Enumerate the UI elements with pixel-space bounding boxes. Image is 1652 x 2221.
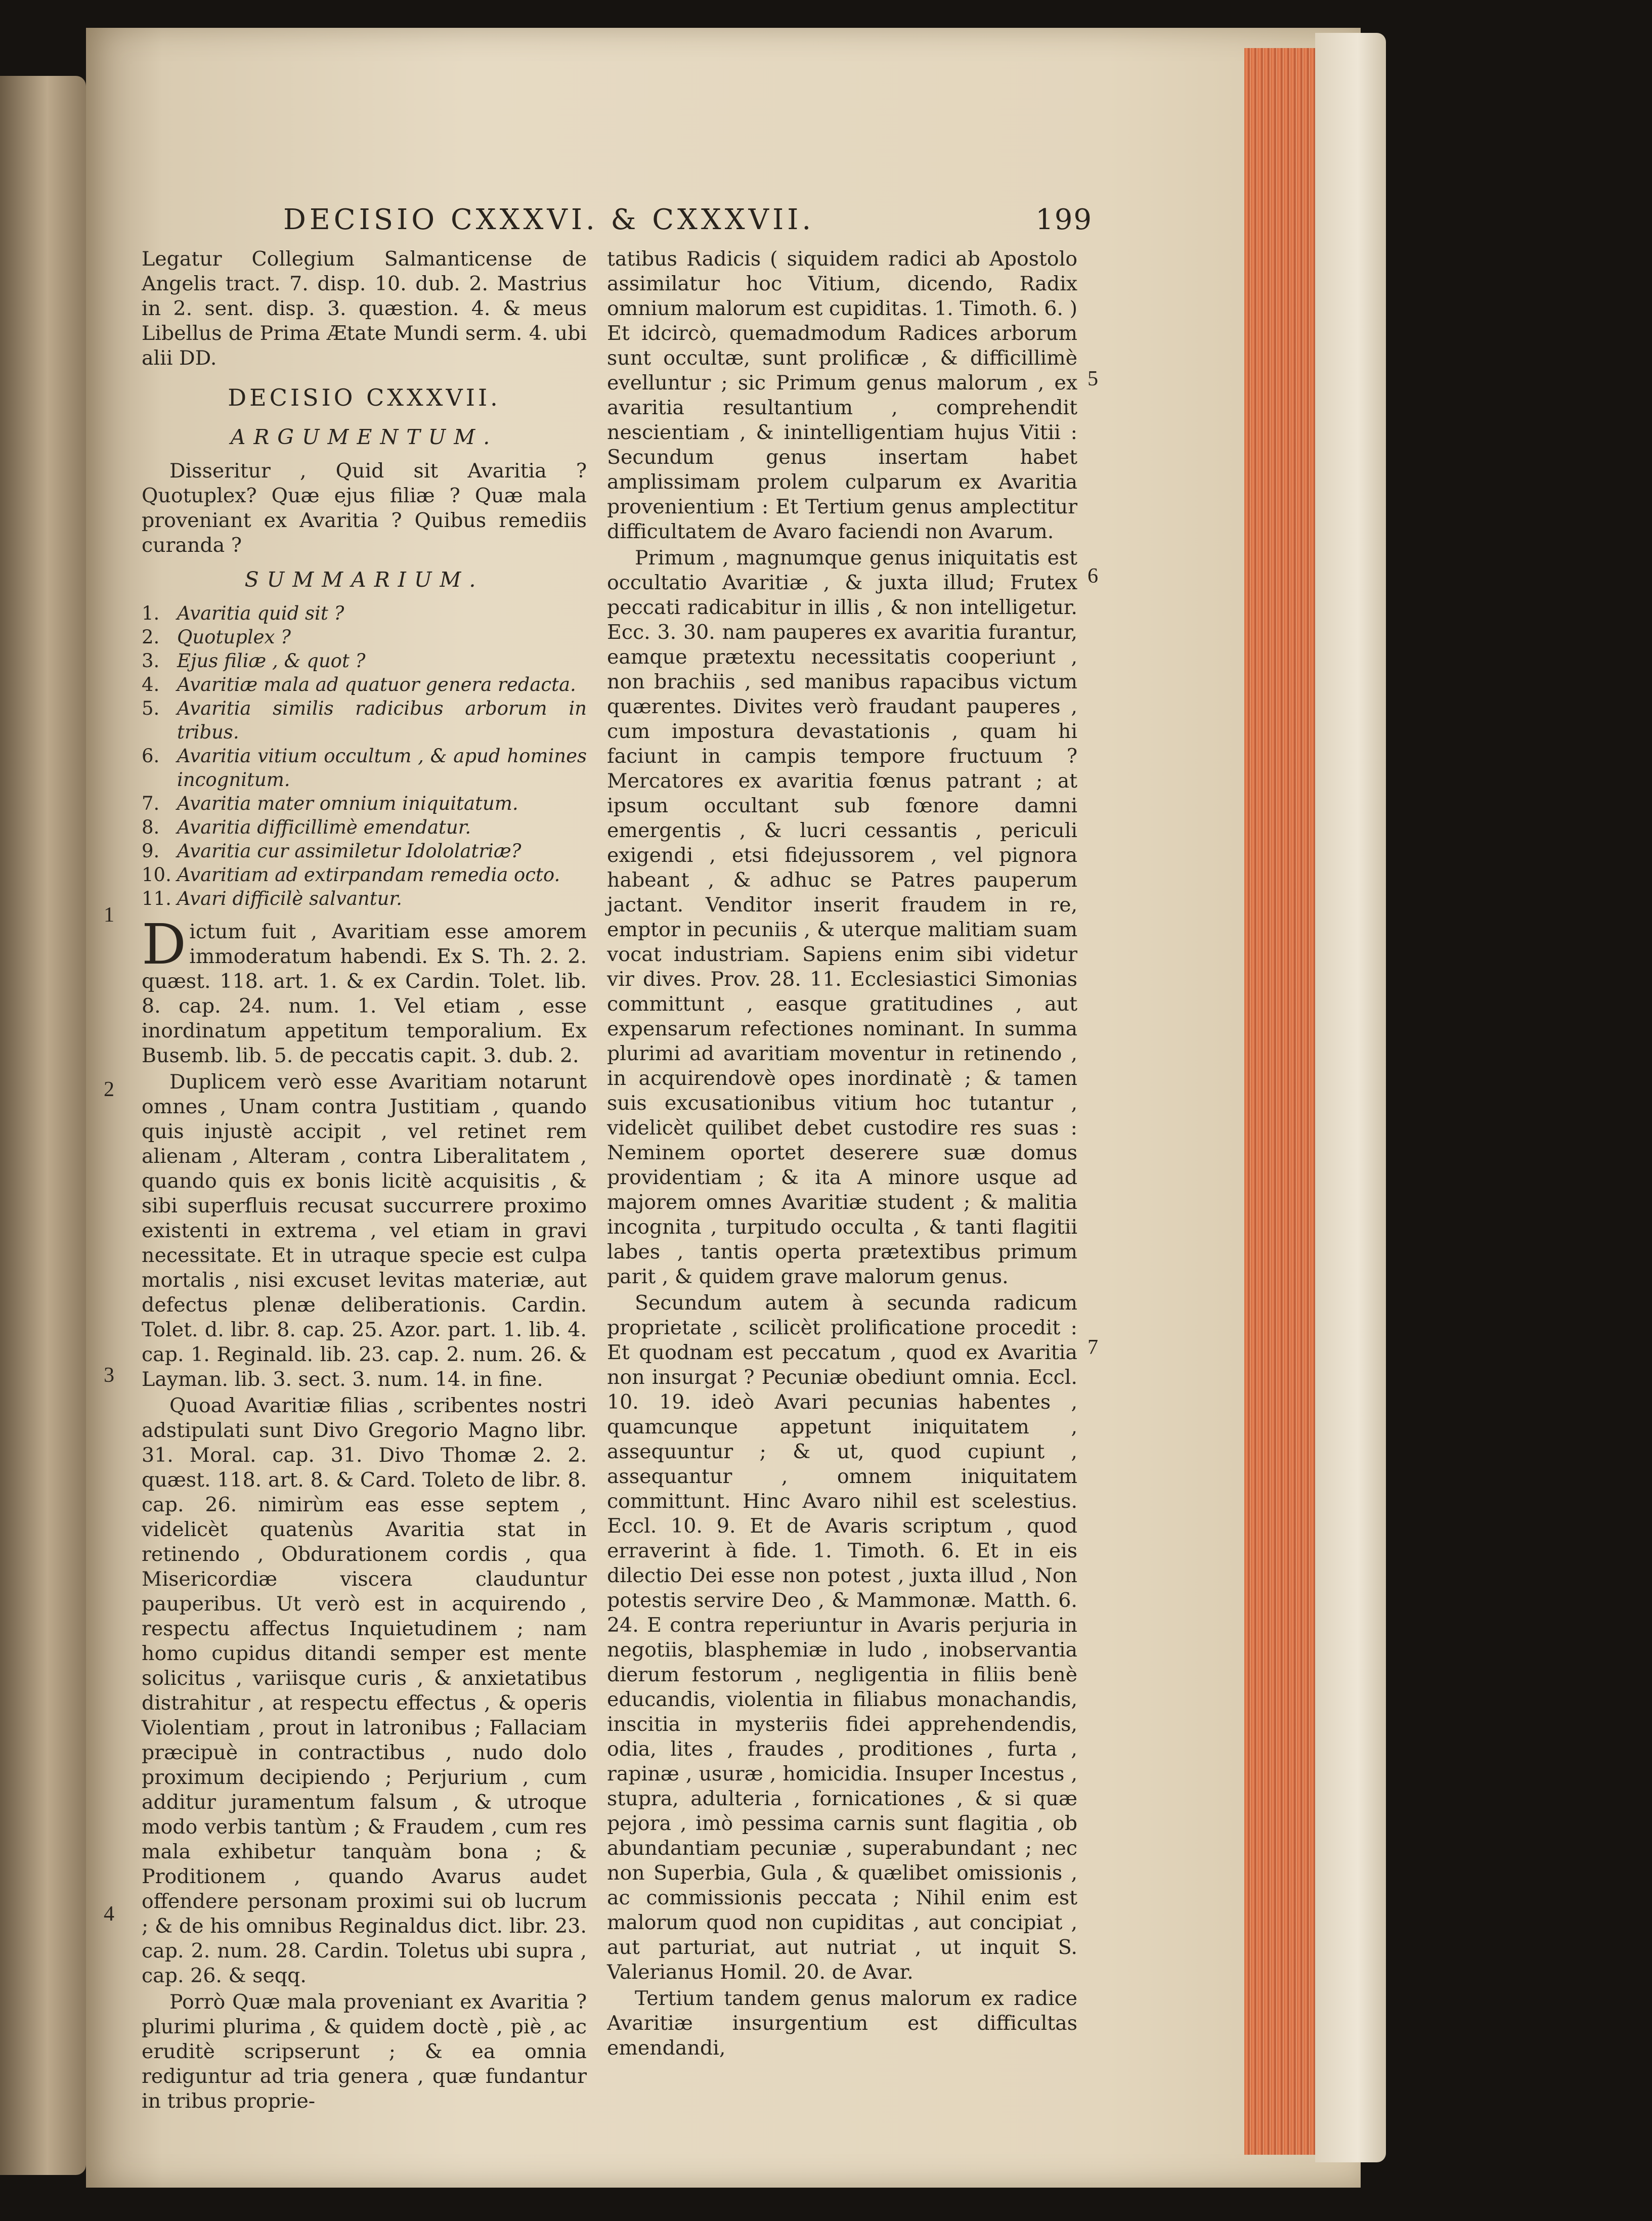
margin-number: 7 — [1088, 1336, 1098, 1359]
margin-number: 6 — [1088, 564, 1098, 588]
summarium-item: 1. Avaritia quid sit ? — [142, 602, 344, 624]
running-header — [283, 203, 1093, 244]
body-paragraph-2: Duplicem verò esse Avaritiam notarunt omnes , Unam contra Justitiam , quando quis injustè accipit , vel retinet rem alienam , Alteram , contra Liberalitatem , quando quis ex bonis licitè acquisitis , & sibi superfluis recusat succurrere proximo existenti in extrema , vel etiam in gravi necessitate. Et in utraque specie est culpa mortalis , nisi excuset levitas materiæ, aut defectus plenæ deliberationis. Cardin. Tolet. d. libr. 8. cap. 25. Azor. part. 1. lib. 4. cap. 1. Reginald. lib. 23. cap. 2. num. 26. & Layman. lib. 3. sect. 3. num. 14. in fine. — [142, 1070, 587, 1391]
left-page-edge — [0, 76, 86, 2175]
body-paragraph-4: Porrò Quæ mala proveniant ex Avaritia ? plurimi plurima , & quidem doctè , piè , ac eruditè scripserunt ; & ea omnia rediguntur ad tria genera , quæ fundantur in tribus proprie- — [142, 1990, 587, 2113]
body-paragraph-1: Dictum fuit , Avaritiam esse amorem immoderatum habendi. Ex S. Th. 2. 2. quæst. 118. art. 1. & ex Cardin. Tolet. lib. 8. cap. 24. num. 1. Vel etiam , esse inordinatum appetitum temporalium. Ex Busemb. lib. 5. de peccatis capit. 3. dub. 2. — [142, 912, 587, 1067]
margin-number: 1 — [104, 903, 114, 927]
summarium-heading: SUMMARIUM. — [244, 568, 484, 592]
summarium-item: 2. Quotuplex ? — [142, 626, 291, 648]
page-edge-stack — [1244, 48, 1315, 2155]
argumentum-text: Disseritur , Quid sit Avaritia ? Quotuplex? Quæ ejus filiæ ? Quæ mala proveniant ex Avaritia ? Quibus remediis curanda ? — [142, 459, 587, 557]
summarium-item: 8. Avaritia difficillimè emendatur. — [142, 816, 471, 838]
summarium-item: 10. Avaritiam ad extirpandam remedia octo. — [142, 864, 560, 886]
left-column — [142, 247, 587, 2115]
summarium-item: 9. Avaritia cur assimiletur Idololatriæ? — [142, 840, 521, 862]
decisio-title: DECISIO CXXXVII. — [228, 384, 501, 411]
summarium-item: 6. Avaritia vitium occultum , & apud homines incognitum. — [142, 745, 587, 791]
argumentum-heading: ARGUMENTUM. — [230, 425, 498, 449]
body-paragraph-5: tatibus Radicis ( siquidem radici ab Apostolo assimilatur hoc Vitium, dicendo, Radix omnium malorum est cupiditas. 1. Timoth. 6. ) Et idcircò, quemadmodum Radices arborum sunt occultæ, sunt prolificæ , & difficillimè evelluntur ; sic Primum genus malorum , ex avaritia resultantium , comprehendit nescientiam , & inintelligentiam hujus Vitii : Secundum genus insertam habet amplissimam prolem culparum ex Avaritia provenientium : Et Tertium genus amplectitur difficultatem de Avaro faciendi non Avarum. — [607, 247, 1077, 543]
drop-cap: D — [142, 912, 187, 977]
summarium-list — [142, 601, 587, 910]
margin-number: 2 — [104, 1078, 114, 1101]
body-paragraph-8: Tertium tandem genus malorum ex radice Avaritiæ insurgentium est difficultas emendandi, — [607, 1987, 1077, 2060]
running-title: DECISIO CXXXVI. & CXXXVII. — [283, 203, 815, 236]
page-number: 199 — [1035, 203, 1093, 236]
intro-paragraph: Legatur Collegium Salmanticense de Angelis tract. 7. disp. 10. dub. 2. Mastrius in 2. sent. disp. 3. quæstion. 4. & meus Libellus de Prima Ætate Mundi serm. 4. ubi alii DD. — [142, 247, 587, 370]
margin-number: 3 — [104, 1364, 114, 1387]
summarium-item: 5. Avaritia similis radicibus arborum in tribus. — [142, 698, 587, 743]
body-paragraph-6: Primum , magnumque genus iniquitatis est occultatio Avaritiæ , & juxta illud; Frutex peccati radicabitur in illis , & non intelligetur. Ecc. 3. 30. nam pauperes ex avaritia furantur, eamque prætextu necessitatis cooperiunt , non brachiis , sed manibus rapacibus victum quærentes. Divites verò fraudant pauperes , cum impostura devastationis , quam hi faciunt in campis tempore fructuum ? Mercatores ex avaritia fœnus patrant ; at ipsum occultant sub fœnore damni emergentis , & lucri cessantis , periculi exigendi , etsi fidejussorem , vel pignora habeant , & adhuc se Patres pauperum jactant. Venditor inserit fraudem in re, emptor in pecuniis , & uterque malitiam suam vocat industriam. Sapiens enim sibi videtur vir dives. Prov. 28. 11. Ecclesiastici Simonias committunt , easque gratitudines , aut expensarum refectiones nominant. In summa plurimi ad avaritiam moventur in retinendo , in acquirendovè opes inordinatè ; & tamen suis excusationibus vitium hoc tutantur , videlicèt quilibet debet custodire res suas : Neminem oportet deserere suæ domus providentiam ; & ita A minore usque ad majorem omnes Avaritiæ student ; & malitia incognita , turpitudo occulta , & tanti flagitii labes , tantis operta prætextibus primum parit , & quidem grave malorum genus. — [607, 546, 1077, 1288]
summarium-item: 4. Avaritiæ mala ad quatuor genera redacta. — [142, 674, 576, 695]
margin-number: 4 — [104, 1902, 114, 1926]
summarium-item: 3. Ejus filiæ , & quot ? — [142, 650, 366, 672]
summarium-item: 7. Avaritia mater omnium iniquitatum. — [142, 793, 518, 814]
summarium-item: 11. Avari difficilè salvantur. — [142, 888, 402, 909]
body-paragraph-3: Quoad Avaritiæ filias , scribentes nostri adstipulati sunt Divo Gregorio Magno libr. 31. Moral. cap. 31. Divo Thomæ 2. 2. quæst. 118. art. 8. & Card. Toleto de libr. 8. cap. 26. nimirùm eas esse septem , videlicèt quatenùs Avaritia stat in retinendo , Obdurationem cordis , qua Misericordiæ viscera clauduntur pauperibus. Ut verò est in acquirendo , respectu affectus Inquietudinem ; nam homo cupidus ditandi semper est mente solicitus , variisque curis , & anxietatibus distrahitur , at respectu effectus , & operis Violentiam , prout in latronibus ; Fallaciam præcipuè in contractibus , nudo dolo proximum decipiendo ; Perjurium , cum additur juramentum falsum , & utroque modo verbis tantùm ; & Fraudem , cum res mala exhibetur tanquàm bona ; & Proditionem , quando Avarus audet offendere personam proximi sui ob lucrum ; & de his omnibus Reginaldus dict. libr. 23. cap. 2. num. 28. Cardin. Toletus ubi supra , cap. 26. & seqq. — [142, 1394, 587, 1987]
cover-edge — [1315, 33, 1386, 2162]
body-paragraph-7: Secundum autem à secunda radicum proprietate , scilicèt prolificatione procedit : Et quodnam est peccatum , quod ex Avaritia non insurgat ? Pecuniæ obediunt omnia. Eccl. 10. 19. ideò Avari pecunias habentes , quamcunque appetunt iniquitatem , assequuntur ; & ut, quod cupiunt , assequantur , omnem iniquitatem committunt. Hinc Avaro nihil est scelestius. Eccl. 10. 9. Et de Avaris scriptum , quod erraverint à fide. 1. Timoth. 6. Et in eis dilectio Dei esse non potest , juxta illud , Non potestis servire Deo , & Mammonæ. Matth. 6. 24. E contra reperiuntur in Avaris perjuria in negotiis, blasphemiæ in ludo , inobservantia dierum festorum , negligentia in filiis benè educandis, violentia in filiabus monachandis, inscitia in mysteriis fidei apprehendendis, odia, lites , fraudes , proditiones , furta , rapinæ , usuræ , homicidia. Insuper Incestus , stupra, adulteria , fornicationes , & si quæ pejora , imò pessima carnis sunt flagitia , ob abundantiam pecuniæ , superabundant ; nec non Superbia, Gula , & quælibet omissionis , ac commissionis peccata ; Nihil enim est malorum quod non cupiditas , aut concipiat , aut parturiat, aut nutriat , ut inquit S. Valerianus Homil. 20. de Avar. — [607, 1291, 1077, 1984]
margin-number: 5 — [1088, 367, 1098, 390]
right-column — [607, 247, 1077, 2062]
